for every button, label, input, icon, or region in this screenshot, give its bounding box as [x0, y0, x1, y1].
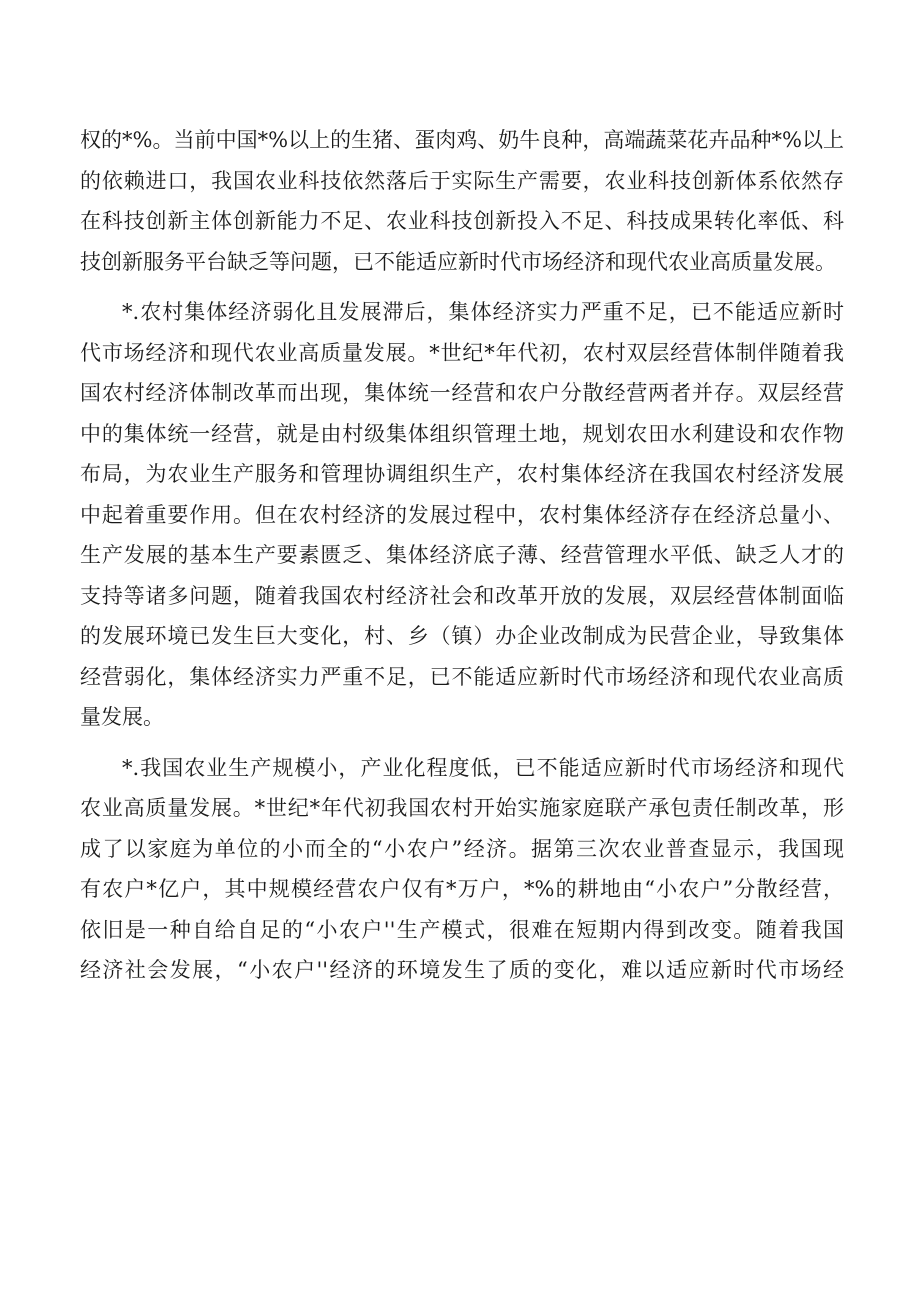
paragraph-2: [80, 292, 844, 738]
paragraph-spacer: [80, 282, 844, 292]
text-line: *.我国农业生产规模小，产业化程度低，已不能适应新时代市场经济和现代: [122, 755, 844, 780]
text-line: 经济社会发展，“小农户''经济的环境发生了质的变化，难以适应新时代市场经: [80, 958, 844, 982]
text-line: *.农村集体经济弱化且发展滞后，集体经济实力严重不足，已不能适应新时: [122, 300, 844, 324]
text-line: 依旧是一种自给自足的“小农户''生产模式，很难在短期内得到改变。随着我国: [80, 917, 844, 942]
text-line: 的发展环境已发生巨大变化，村、乡（镇）办企业改制成为民营企业，导致集体: [80, 624, 844, 648]
text-line: 生产发展的基本生产要素匮乏、集体经济底子薄、经营管理水平低、缺乏人才的: [80, 543, 844, 567]
text-line: 在科技创新主体创新能力不足、农业科技创新投入不足、科技成果转化率低、科: [80, 209, 844, 233]
text-line: 中的集体统一经营，就是由村级集体组织管理土地，规划农田水利建设和农作物: [80, 421, 844, 446]
document-page: [80, 120, 844, 991]
text-line: 经营弱化，集体经济实力严重不足，已不能适应新时代市场经济和现代农业高质: [80, 664, 844, 689]
paragraph-3: [80, 748, 844, 991]
text-line: 中起着重要作用。但在农村经济的发展过程中，农村集体经济存在经济总量小、: [80, 502, 844, 527]
text-line: 量发展。: [80, 705, 164, 729]
text-line: 国农村经济体制改革而出现，集体统一经营和农户分散经营两者并存。双层经营: [80, 381, 844, 405]
text-line: 农业高质量发展。*世纪*年代初我国农村开始实施家庭联产承包责任制改革，形: [80, 796, 844, 820]
text-line: 布局，为农业生产服务和管理协调组织生产，农村集体经济在我国农村经济发展: [80, 462, 844, 486]
paragraph-1: [80, 120, 844, 282]
text-line: 有农户*亿户，其中规模经营农户仅有*万户，*%的耕地由“小农户”分散经营，: [80, 877, 844, 901]
text-line: 的依赖进口，我国农业科技依然落后于实际生产需要，农业科技创新体系依然存: [80, 168, 844, 193]
text-line: 代市场经济和现代农业高质量发展。*世纪*年代初，农村双层经营体制伴随着我: [80, 340, 844, 365]
text-line: 支持等诸多问题，随着我国农村经济社会和改革开放的发展，双层经营体制面临: [80, 583, 844, 608]
paragraph-spacer: [80, 738, 844, 748]
text-line: 成了以家庭为单位的小而全的“小农户”经济。据第三次农业普查显示，我国现: [80, 836, 844, 861]
text-line: 技创新服务平台缺乏等问题，已不能适应新时代市场经济和现代农业高质量发展。: [80, 249, 836, 274]
text-line: 权的*%。当前中国*%以上的生猪、蛋肉鸡、奶牛良种，高端蔬菜花卉品种*%以上: [80, 128, 844, 152]
